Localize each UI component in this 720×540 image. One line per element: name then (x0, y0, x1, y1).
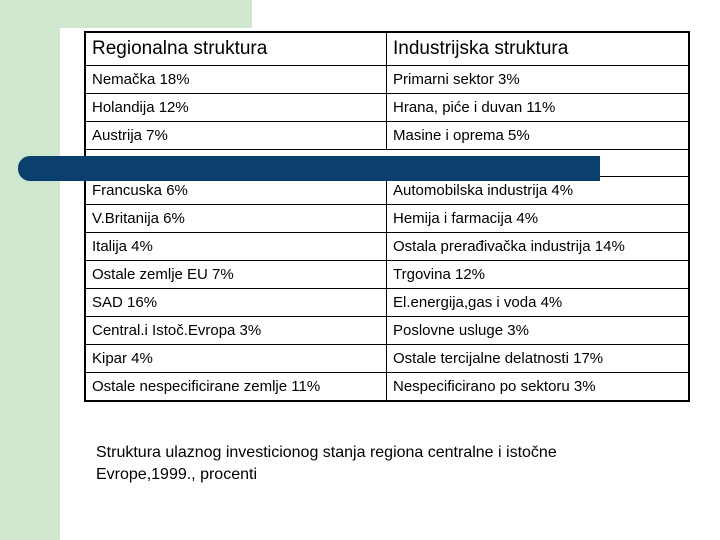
header-industrial: Industrijska struktura (387, 32, 690, 66)
table-cell: Masine i oprema 5% (387, 122, 690, 150)
table-cell: Ostale zemlje EU 7% (85, 261, 387, 289)
table-row (85, 373, 689, 402)
table-cell: Holandija 12% (85, 94, 387, 122)
decorative-side-band (0, 0, 60, 540)
table-row (85, 94, 689, 122)
table-row (85, 289, 689, 317)
table-cell: Trgovina 12% (387, 261, 690, 289)
table-cell: Nespecificirano po sektoru 3% (387, 373, 690, 402)
decorative-blue-bar (18, 156, 600, 181)
table-cell: Francuska 6% (85, 177, 387, 205)
table-row (85, 66, 689, 94)
decorative-top-band (60, 0, 252, 28)
table-row (85, 205, 689, 233)
table-cell: SAD 16% (85, 289, 387, 317)
table-cell: Ostale tercijalne delatnosti 17% (387, 345, 690, 373)
table-cell: Ostala prerađivačka industrija 14% (387, 233, 690, 261)
table-header-row (85, 32, 689, 66)
table-caption: Struktura ulaznog investicionog stanja regiona centralne i istočne Evrope,1999., procenti (96, 444, 557, 483)
table-cell: Hemija i farmacija 4% (387, 205, 690, 233)
table-row (85, 345, 689, 373)
table-row (85, 317, 689, 345)
table-cell: Ostale nespecificirane zemlje 11% (85, 373, 387, 402)
table-cell: Kipar 4% (85, 345, 387, 373)
table-cell: Poslovne usluge 3% (387, 317, 690, 345)
table-cell: V.Britanija 6% (85, 205, 387, 233)
table-cell: Hrana, piće i duvan 11% (387, 94, 690, 122)
table-cell: Austrija 7% (85, 122, 387, 150)
table-row (85, 122, 689, 150)
table-row (85, 233, 689, 261)
table-cell: Primarni sektor 3% (387, 66, 690, 94)
table-cell: El.energija,gas i voda 4% (387, 289, 690, 317)
table-cell: Nemačka 18% (85, 66, 387, 94)
table-cell: Automobilska industrija 4% (387, 177, 690, 205)
header-regional: Regionalna struktura (85, 32, 387, 66)
table-cell: Italija 4% (85, 233, 387, 261)
table-row (85, 261, 689, 289)
table-cell: Central.i Istoč.Evropa 3% (85, 317, 387, 345)
investment-structure-table (84, 31, 690, 402)
